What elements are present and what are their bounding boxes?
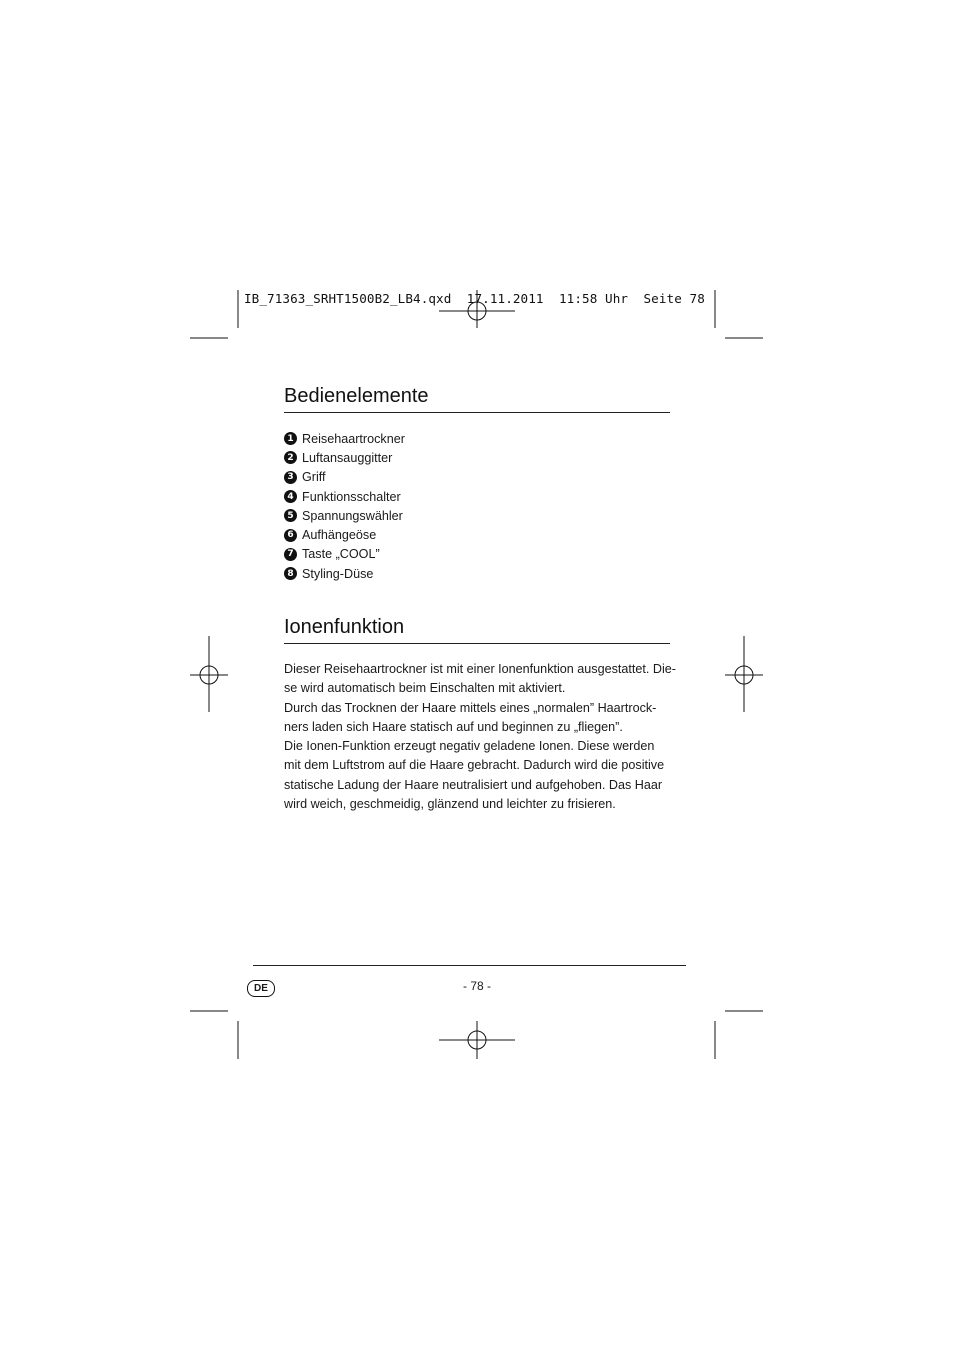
- list-item-label: Spannungswähler: [302, 508, 403, 523]
- number-badge-icon: 3: [284, 471, 297, 484]
- number-badge-icon: 2: [284, 451, 297, 464]
- list-item-label: Griff: [302, 470, 326, 485]
- list-item-label: Reisehaartrockner: [302, 431, 405, 446]
- print-slug-line: IB_71363_SRHT1500B2_LB4.qxd 17.11.2011 11:58 Uhr Seite 78: [244, 291, 705, 306]
- registration-mark-right-icon: [725, 636, 763, 712]
- registration-mark-left-icon: [190, 636, 228, 712]
- number-badge-icon: 6: [284, 529, 297, 542]
- number-badge-icon: 8: [284, 567, 297, 580]
- number-badge-icon: 4: [284, 490, 297, 503]
- list-item-label: Taste „COOL”: [302, 547, 380, 562]
- registration-mark-top-icon: [439, 290, 515, 328]
- page-number: - 78 -: [462, 979, 491, 993]
- list-item-label: Styling-Düse: [302, 566, 374, 581]
- list-item-label: Aufhängeöse: [302, 528, 377, 543]
- number-badge-icon: 5: [284, 509, 297, 522]
- number-badge-icon: 7: [284, 548, 297, 561]
- language-badge: DE: [247, 980, 275, 997]
- list-item-label: Funktionsschalter: [302, 489, 401, 504]
- list-item-label: Luftansauggitter: [302, 450, 393, 465]
- ion-function-paragraph: Dieser Reisehaartrockner ist mit einer Ionenfunktion ausgestattet. Die- se wird automatisch beim Einschalten mit aktiviert. Durch das Trocknen der Haare mittels eines „normalen” Haartrock- ners laden sich Haare statisch auf und beginnen zu „fliegen”. Die Ionen-Funktion erzeugt negativ geladene Ionen. Diese werden mit dem Luftstrom auf die Haare gebracht. Dadurch wird die positive statische Ladung der Haare neutralisiert und aufgehoben. Das Haar wird weich, geschmeidig, glänzend und leichter zu frisieren.: [284, 662, 676, 812]
- section-title: Ionenfunktion: [284, 616, 405, 638]
- number-badge-icon: 1: [284, 432, 297, 445]
- registration-mark-bottom-icon: [439, 1021, 515, 1059]
- section-title: Bedienelemente: [284, 385, 429, 407]
